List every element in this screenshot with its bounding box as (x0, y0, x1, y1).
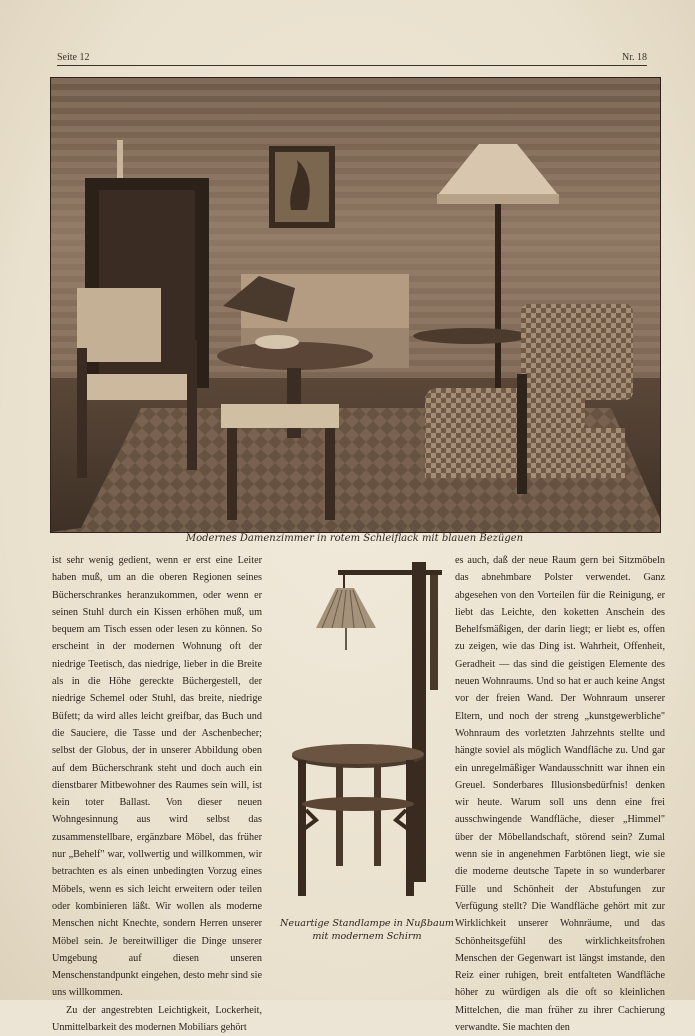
room-photograph (50, 77, 661, 533)
right-paragraph-1: es auch, daß der neue Raum gern bei Sitzmöbeln das abnehmbare Polster verwendet. Ganz abgesehen von den Vorteilen für die Reinigung, er liebt das Leichte, den koketten Anschein des Behelfsmäßigen, der darin liegt; er liebt es, offen zu zeigen, wie das Ding ist. Wahrheit, Offenheit, Geradheit — das sind die geistigen Elemente des neuen Wohnraums. Und so hat er auch keine Angst vor der freien Wand. Der Wohnraum unserer Eltern, und noch der streng „kunstgewerbliche" Wohnraum des vorletzten Jahrzehnts stellte und hängte soviel als möglich Wandfläche zu. Und gar ein unregelmäßiger Wandausschnitt war ihnen ein Greuel. Sonderbares Illusionsbedürfnis! denken wir heute. Warum soll uns denn eine frei ausschwingende Wandfläche, dieser „Himmel" über der Möbellandschaft, störend sein? Zumal wenn sie in angenehmen Farbtönen liegt, wie sie die moderne deutsche Tapete in so wunderbarer Fülle und Schönheit der Abstufungen zur Verfügung stellt? Die Wandfläche gehört mit zur Wirklichkeit unserer Wohnräume, und das Schönheitsgefühl des wirklichkeitsfrohen Menschen der Gegenwart ist längst imstande, den Reiz einer ruhigen, breit entfalteten Wandfläche höher zu würdigen als die oft so kleinlichen Mittelchen, die man früher zu ihrer Cachierung verwandte. Sie machten den (455, 555, 665, 1034)
issue-number: Nr. 18 (622, 52, 647, 63)
right-text-column (455, 552, 665, 1036)
lamp-caption-line-2: mit modernem Schirm (312, 931, 422, 942)
room-illustration (51, 78, 660, 532)
photo-caption: Modernes Damenzimmer in rotem Schleiflack mit blauen Bezügen (185, 533, 524, 544)
lamp-caption-line-1: Neuartige Standlampe in Nußbaum (280, 918, 454, 929)
page-header (57, 52, 647, 66)
left-paragraph-2: Zu der angestrebten Leichtigkeit, Lockerheit, Unmittelbarkeit des modernen Mobiliars gehört (52, 1004, 262, 1034)
header-rule (57, 65, 647, 66)
page-number: Seite 12 (57, 52, 90, 63)
left-paragraph-1: ist sehr wenig gedient, wenn er erst eine Leiter haben muß, um an die oberen Regionen seines Bücherschrankes heranzukommen, oder wenn er seinen Stuhl durch ein Kissen erhöhen muß, um bequem am Tisch essen oder lesen zu können. So erscheint in der modernen Wohnung oft der niedrige Teetisch, das niedrige, lieber in die Breite als in die Höhe gereckte Büchergestell, der niedrige Schemel oder Stuhl, das breite, niedrige Büfett; da wird alles leicht greifbar, das Buch und die Sauciere, die Tasse und der Aschenbecher; selbst der Globus, der in unserer Abbildung oben auf dem Bücherschrank steht und doch auch ein dienstbarer Mitbewohner des Raumes sein will, ist kein toter Ballast. Von dieser neuen Wohngesinnung aus wird selbst das zusammenstellbare, ergänzbare Möbel, das früher nur „Behelf" war, vollwertig und willkommen, wir betrachten es als einen unbedingten Vorzug eines Möbels, wenn es sich leicht erweitern oder teilen oder kombinieren läßt. Wir wollen als moderne Menschen nicht Knechte, sondern Herren unserer Möbel sein. Je bereitwilliger die Dinge unserer Umgebung auf diesen unseren Menschenstandpunkt eingehen, desto mehr sind sie uns willkommen. (52, 555, 262, 999)
lamp-drawing (280, 560, 450, 915)
left-text-column (52, 552, 262, 1036)
standing-lamp-illustration (280, 560, 450, 915)
lamp-caption (272, 917, 462, 943)
